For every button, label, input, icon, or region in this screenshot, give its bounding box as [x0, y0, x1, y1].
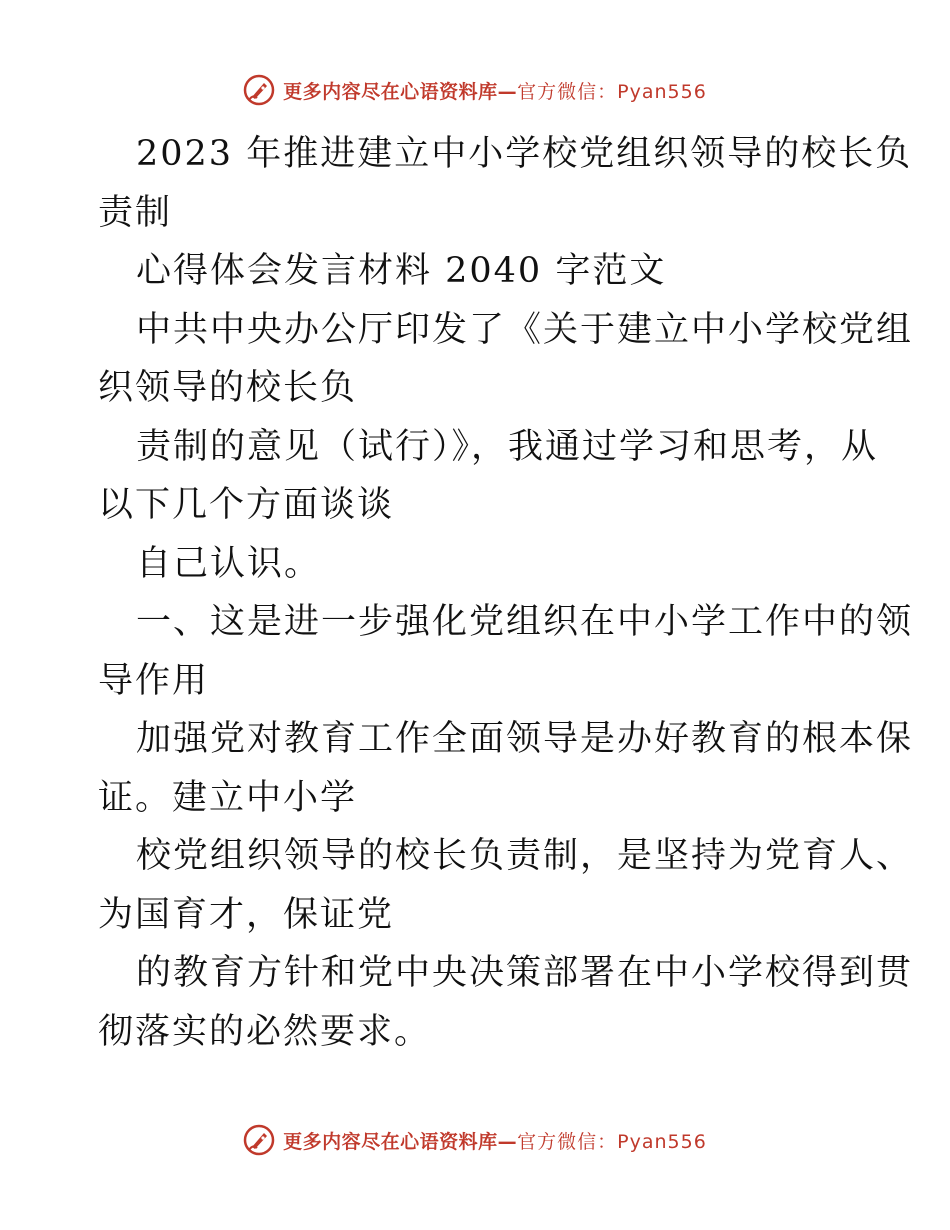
document-line: 加强党对教育工作全面领导是办好教育的根本保	[136, 719, 914, 759]
header-wechat-text: 官方微信：Pyan556	[517, 80, 707, 103]
document-line: 的教育方针和党中央决策部署在中小学校得到贯	[136, 953, 914, 993]
document-line: 责制的意见（试行）》，我通过学习和思考，从	[136, 426, 879, 467]
header-separator: —	[497, 80, 518, 103]
document-line: 一、这是进一步强化党组织在中小学工作中的领	[136, 602, 914, 642]
document-line: 彻落实的必然要求。	[98, 1011, 432, 1052]
footer-banner	[0, 1120, 950, 1160]
header-site-text: 更多内容尽在心语资料库	[283, 80, 498, 103]
document-line: 校党组织领导的校长负责制，是坚持为党育人、	[136, 836, 914, 876]
document-line: 导作用	[98, 660, 210, 701]
document-line: 证。建立中小学	[98, 777, 358, 818]
document-line: 为国育才，保证党	[98, 894, 395, 935]
document-line: 以下几个方面谈谈	[98, 485, 395, 525]
document-line: 责制	[98, 192, 173, 233]
footer-banner-text	[283, 1127, 707, 1154]
document-line: 2023 年推进建立中小学校党组织领导的校长负	[136, 134, 913, 174]
document-line: 织领导的校长负	[98, 368, 358, 408]
header-banner-text	[283, 77, 707, 104]
document-line: 自己认识。	[136, 543, 322, 584]
footer-wechat-text: 官方微信：Pyan556	[517, 1130, 707, 1153]
header-banner	[0, 70, 950, 110]
footer-separator: —	[497, 1130, 518, 1153]
document-line: 心得体会发言材料 2040 字范文	[136, 251, 667, 291]
document-line: 中共中央办公厅印发了《关于建立中小学校党组	[136, 309, 914, 350]
pen-nib-logo-icon	[243, 1124, 275, 1156]
pen-nib-logo-icon	[243, 74, 275, 106]
document-body	[98, 125, 914, 1061]
footer-site-text: 更多内容尽在心语资料库	[283, 1130, 498, 1153]
